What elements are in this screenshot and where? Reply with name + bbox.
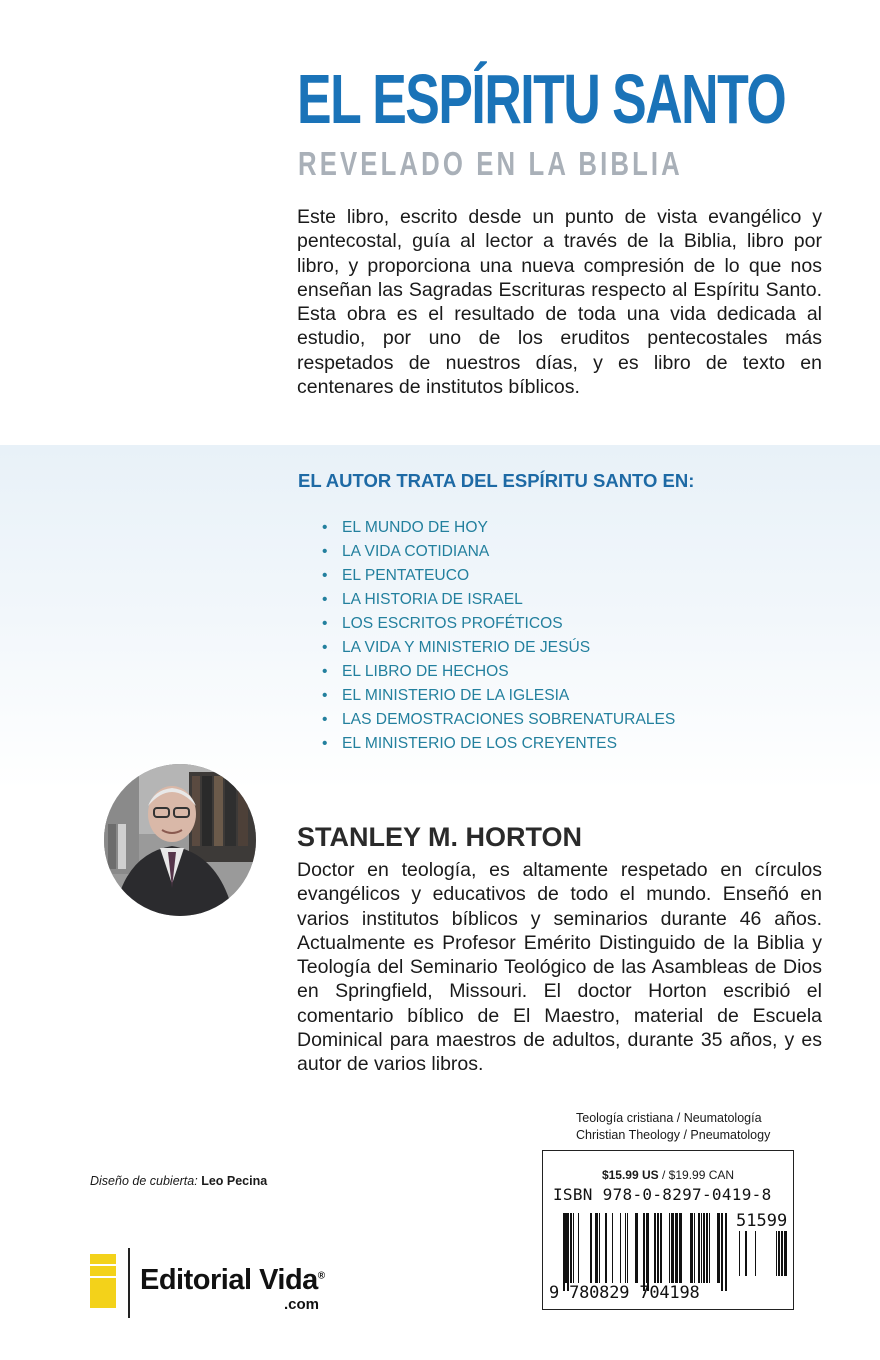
publisher-name: Editorial Vida® [140,1264,325,1296]
category-english: Christian Theology / Pneumatology [576,1128,771,1142]
topic-item: • EL PENTATEUCO [322,564,675,588]
topic-item: • EL LIBRO DE HECHOS [322,660,675,684]
designer-label: Diseño de cubierta: [90,1174,198,1188]
bullet-icon: • [322,711,328,728]
author-portrait-image [104,764,256,916]
book-blurb: Este libro, escrito desde un punto de vista evangélico y pentecostal, guía al lector a través de la Biblia, libro por libro, y proporciona una nueva compresión de lo que nos enseñan las Sagradas Escrituras respecto al Espíritu Santo. Esta obra es el resultado de toda una vida dedicada al estudio, por uno de los eruditos pentecostales más respetados de nuestros días, y es libro de texto en centenares de institutos bíblicos. [297,206,822,399]
topic-item: • LA VIDA COTIDIANA [322,540,675,564]
price-separator: / [658,1168,669,1182]
registered-mark: ® [317,1270,325,1282]
bullet-icon: • [322,519,328,536]
price-us: $15.99 US [601,1168,659,1182]
bullet-icon: • [322,663,328,680]
publisher-logo-icon [90,1248,124,1320]
designer-name: Leo Pecina [201,1174,268,1188]
topic-item: • EL MUNDO DE HOY [322,516,675,540]
topic-item: • LOS ESCRITOS PROFÉTICOS [322,612,675,636]
barcode-box [542,1150,794,1310]
bullet-icon: • [322,735,328,752]
topic-item: • LAS DEMOSTRACIONES SOBRENATURALES [322,708,675,732]
topic-item: • LA HISTORIA DE ISRAEL [322,588,675,612]
bullet-icon: • [322,567,328,584]
publisher-domain: .com [284,1296,320,1313]
author-photo [104,764,256,916]
bullet-icon: • [322,687,328,704]
topics-list [322,516,675,756]
barcode-addon-digits: 51599 [736,1211,788,1231]
book-subtitle: REVELADO EN LA BIBLIA [298,145,683,182]
price-can: $19.99 CAN [668,1168,735,1182]
topics-heading: EL AUTOR TRATA DEL ESPÍRITU SANTO EN: [298,470,695,491]
topic-item: • EL MINISTERIO DE LOS CREYENTES [322,732,675,756]
category-labels [576,1110,770,1144]
bullet-icon: • [322,591,328,608]
author-bio: Doctor en teología, es altamente respetado en círculos evangélicos y educativos de todo el mundo. Enseñó en varios institutos bíblicos y seminarios durante 46 años. Actualmente es Profesor Emérito Distinguido de la Biblia y Teología del Seminario Teológico de las Asambleas de Dios en Springfield, Missouri. El doctor Horton escribió el comentario bíblico de El Maestro, material de Escuela Dominical para maestros de adultos, durante 35 años, y es autor de varios libros. [297,859,822,1076]
logo-divider [128,1248,130,1318]
barcode-ean-digits: 9 780829 704198 [549,1283,700,1303]
bullet-icon: • [322,615,328,632]
topic-item: • EL MINISTERIO DE LA IGLESIA [322,684,675,708]
topic-item: • LA VIDA Y MINISTERIO DE JESÚS [322,636,675,660]
author-name: STANLEY M. HORTON [297,822,583,852]
bullet-icon: • [322,543,328,560]
book-title: EL ESPÍRITU SANTO [297,60,786,138]
cover-design-credit [90,1174,267,1188]
isbn-text: ISBN 978-0-8297-0419-8 [553,1185,772,1204]
publisher-logo [90,1248,360,1320]
category-spanish: Teología cristiana / Neumatología [576,1111,762,1125]
bullet-icon: • [322,639,328,656]
